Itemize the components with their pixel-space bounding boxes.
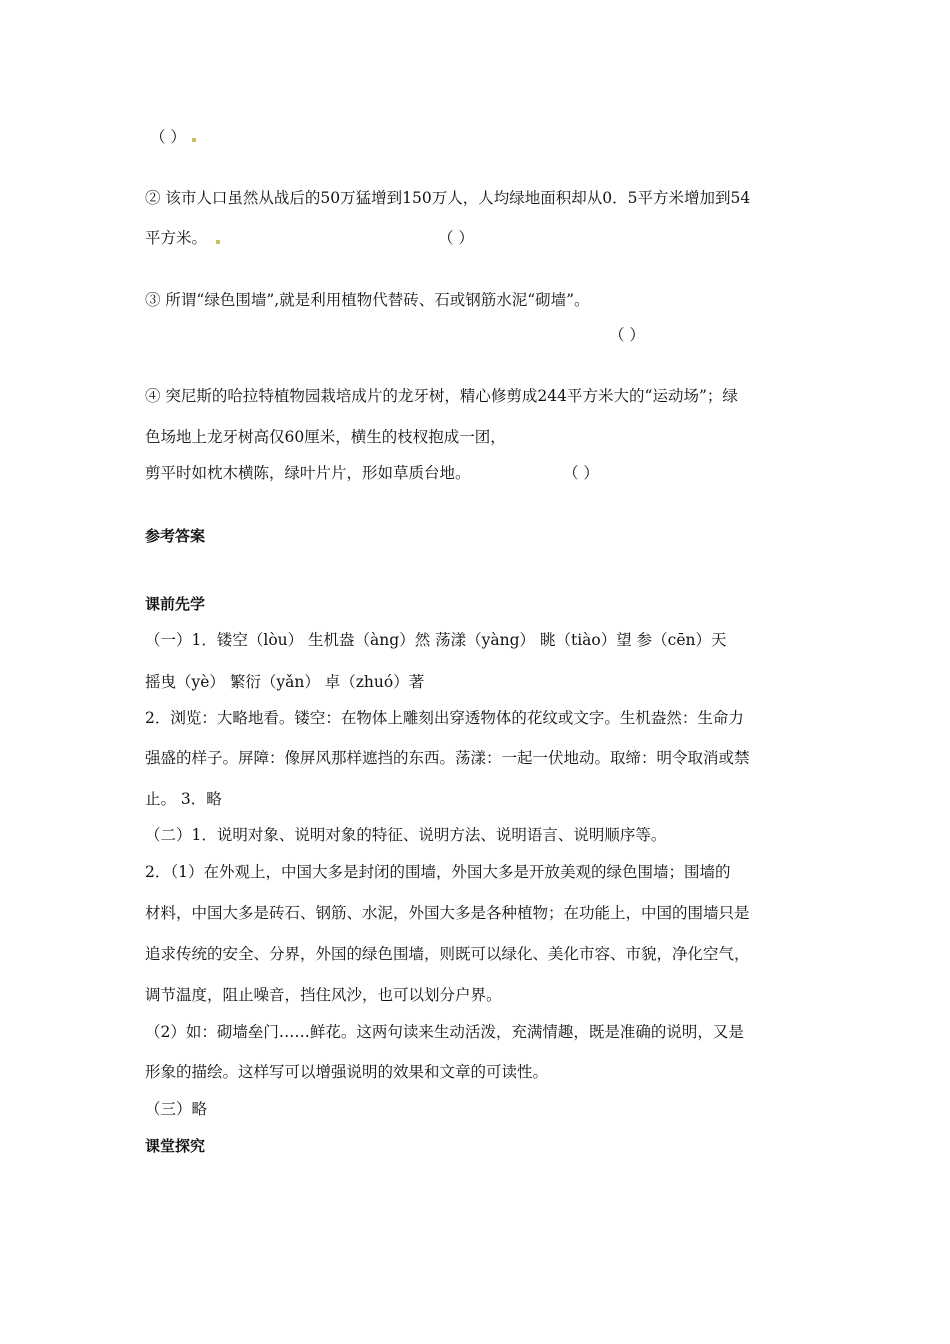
section-heading-classroom: 课堂探究: [145, 1137, 206, 1155]
answer-blank-2: （ ）: [438, 229, 474, 247]
answer-line: 形象的描绘。这样写可以增强说明的效果和文章的可读性。: [145, 1063, 549, 1081]
item-4-line-1: ④ 突尼斯的哈拉特植物园栽培成片的龙牙树，精心修剪成244平方米大的“运动场”；绿: [145, 387, 738, 405]
answer-line: （2）如：砌墙垒门……鲜花。这两句读来生动活泼，充满情趣，既是准确的说明，又是: [145, 1023, 744, 1041]
answer-line: 追求传统的安全、分界，外国的绿色围墙，则既可以绿化、美化市容、市貌，净化空气，: [145, 945, 750, 963]
answer-line: （三）略: [145, 1100, 208, 1118]
answer-line: 2．（1）在外观上，中国大多是封闭的围墙，外国大多是开放美观的绿色围墙；围墙的: [145, 863, 731, 881]
answer-line: 调节温度，阻止噪音，挡住风沙，也可以划分户界。: [145, 986, 502, 1004]
answers-heading: 参考答案: [145, 527, 206, 545]
answer-blank-3: （ ）: [609, 326, 645, 344]
answer-line: 强盛的样子。屏障：像屏风那样遮挡的东西。荡漾：一起一伏地动。取缔：明令取消或禁: [145, 749, 750, 767]
item-4-line-2: 色场地上龙牙树高仅60厘米，横生的枝杈抱成一团，: [145, 428, 506, 446]
answer-blank-4: （ ）: [563, 464, 599, 482]
item-4-line-3: 剪平时如枕木横陈，绿叶片片，形如草质台地。: [145, 464, 471, 482]
item-2-line-2: 平方米。: [145, 229, 208, 247]
answer-line: （二）1．说明对象、说明对象的特征、说明方法、说明语言、说明顺序等。: [145, 826, 667, 844]
answer-line: 止。 3．略: [145, 790, 222, 808]
answer-line: （一）1．镂空（lòu） 生机盎（àng）然 荡漾（yàng） 眺（tiào）望 参（cēn）天: [145, 631, 727, 649]
answer-line: 2．浏览：大略地看。镂空：在物体上雕刻出穿透物体的花纹或文字。生机盎然：生命力: [145, 709, 744, 727]
item-3-line-1: ③ 所谓“绿色围墙”,就是利用植物代替砖、石或钢筋水泥“砌墙”。: [145, 291, 590, 309]
answer-line: 材料，中国大多是砖石、钢筋、水泥，外国大多是各种植物；在功能上，中国的围墙只是: [145, 904, 750, 922]
section-heading-pre-study: 课前先学: [145, 595, 206, 613]
mark-dot: [216, 240, 220, 244]
mark-dot: [192, 138, 196, 142]
answer-blank-1: （ ）: [150, 128, 186, 146]
answer-line: 摇曳（yè） 繁衍（yǎn） 卓（zhuó）著: [145, 673, 425, 691]
item-2-line-1: ② 该市人口虽然从战后的50万猛增到150万人，人均绿地面积却从0．5平方米增加到54: [145, 189, 751, 207]
